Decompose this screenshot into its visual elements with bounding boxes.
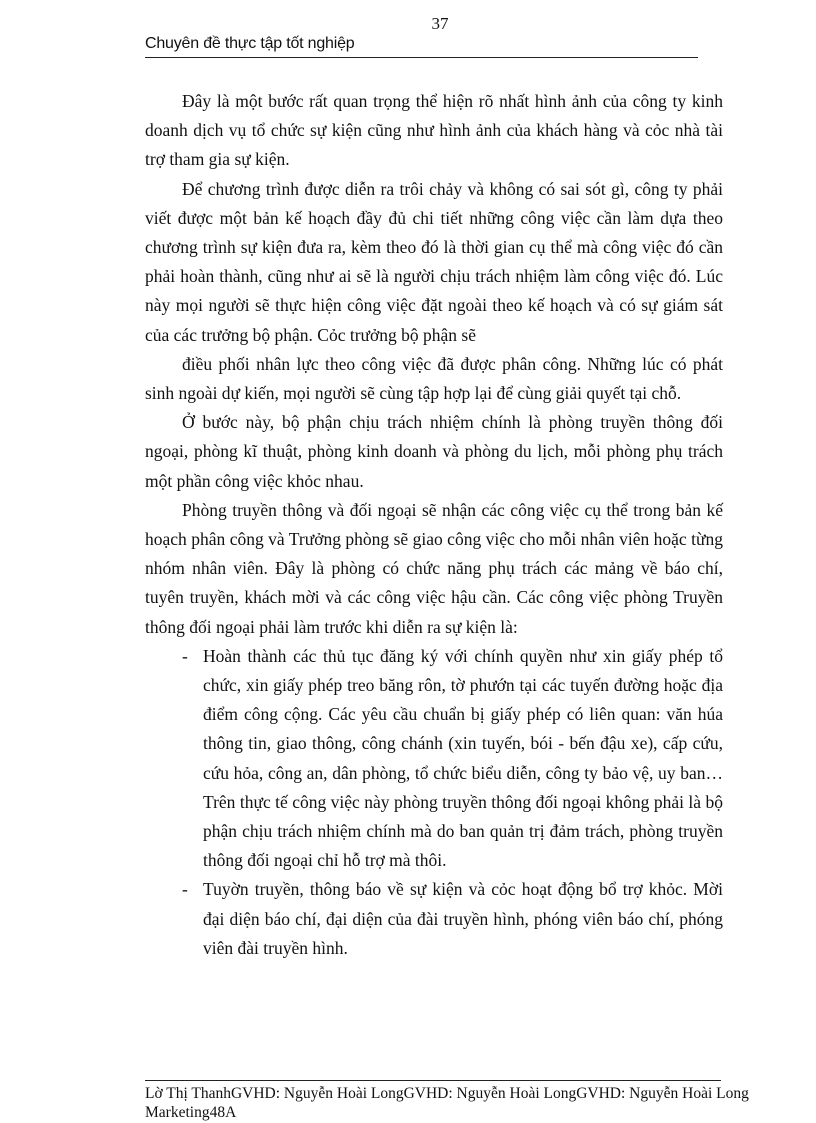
bullet-list: [145, 642, 723, 963]
footer: [145, 1084, 805, 1122]
list-item: [145, 642, 723, 876]
bullet-marker: -: [182, 879, 188, 900]
paragraph: điều phối nhân lực theo công việc đã được phân công. Những lúc có phát sinh ngoài dự kiến, mọi người sẽ cùng tập hợp lại để cùng giải quyết tại chỗ.: [145, 353, 723, 404]
footer-line: Marketing48A: [145, 1104, 237, 1121]
document-body: [145, 87, 723, 963]
header-divider: [145, 57, 698, 58]
list-item: [145, 875, 723, 963]
list-item-text: Hoàn thành các thủ tục đăng ký với chính quyền như xin giấy phép tổ chức, xin giấy phép treo băng rôn, tờ phướn tại các tuyến đường hoặc địa điểm công cộng. Các yêu cầu chuẩn bị giấy phép có liên quan: văn húa thông tin, giao thông, công chánh (xin tuyến, bói - bến đậu xe), cấp cứu, cứu hỏa, công an, dân phòng, tổ chức biểu diễn, công ty bảo vệ, uy ban… Trên thực tế công việc này phòng truyền thông đối ngoại không phải là bộ phận chịu trách nhiệm chính mà do ban quản trị đảm trách, phòng truyền thông đối ngoại chỉ hỗ trợ mà thôi.: [203, 645, 723, 871]
paragraph: Để chương trình được diễn ra trôi chảy và không có sai sót gì, công ty phải viết được một bản kế hoạch đầy đủ chi tiết những công việc cần làm dựa theo chương trình sự kiện đưa ra, kèm theo đó là thời gian cụ thể mà công việc đó cần phải hoàn thành, cũng như ai sẽ là người chịu trách nhiệm làm công việc đó. Lúc này mọi người sẽ thực hiện công việc đặt ngoài theo kế hoạch và có sự giám sát của các trưởng bộ phận. Cỏc trưởng bộ phận sẽ: [145, 178, 723, 345]
footer-line: Lờ Thị ThanhGVHD: Nguyễn Hoài LongGVHD: Nguyễn Hoài LongGVHD: Nguyễn Hoài Long: [145, 1085, 749, 1102]
footer-divider: [145, 1080, 721, 1081]
paragraph: Ở bước này, bộ phận chịu trách nhiệm chính là phòng truyền thông đối ngoại, phòng kĩ thuật, phòng kinh doanh và phòng du lịch, mỗi phòng phụ trách một phần công việc khỏc nhau.: [145, 412, 723, 491]
header-title: Chuyên đề thực tập tốt nghiệp: [145, 35, 355, 52]
list-item-text: Tuyờn truyền, thông báo về sự kiện và cỏc hoạt động bổ trợ khỏc. Mời đại diện báo chí, đại diện của đài truyền hình, phóng viên báo chí, phóng viên đài truyền hình.: [203, 879, 723, 958]
paragraph: Phòng truyền thông và đối ngoại sẽ nhận các công việc cụ thể trong bản kế hoạch phân công và Trưởng phòng sẽ giao công việc cho mỗi nhân viên hoặc từng nhóm nhân viên. Đây là phòng có chức năng phụ trách các mảng về báo chí, tuyên truyền, khách mời và các công việc hậu cần. Các công việc phòng Truyền thông đối ngoại phải làm trước khi diễn ra sự kiện là:: [145, 499, 723, 637]
page-number: 37: [431, 14, 449, 33]
paragraph: Đây là một bước rất quan trọng thể hiện rõ nhất hình ảnh của công ty kinh doanh dịch vụ tổ chức sự kiện cũng như hình ảnh của khách hàng và cỏc nhà tài trợ tham gia sự kiện.: [145, 91, 723, 170]
bullet-marker: -: [182, 645, 188, 666]
